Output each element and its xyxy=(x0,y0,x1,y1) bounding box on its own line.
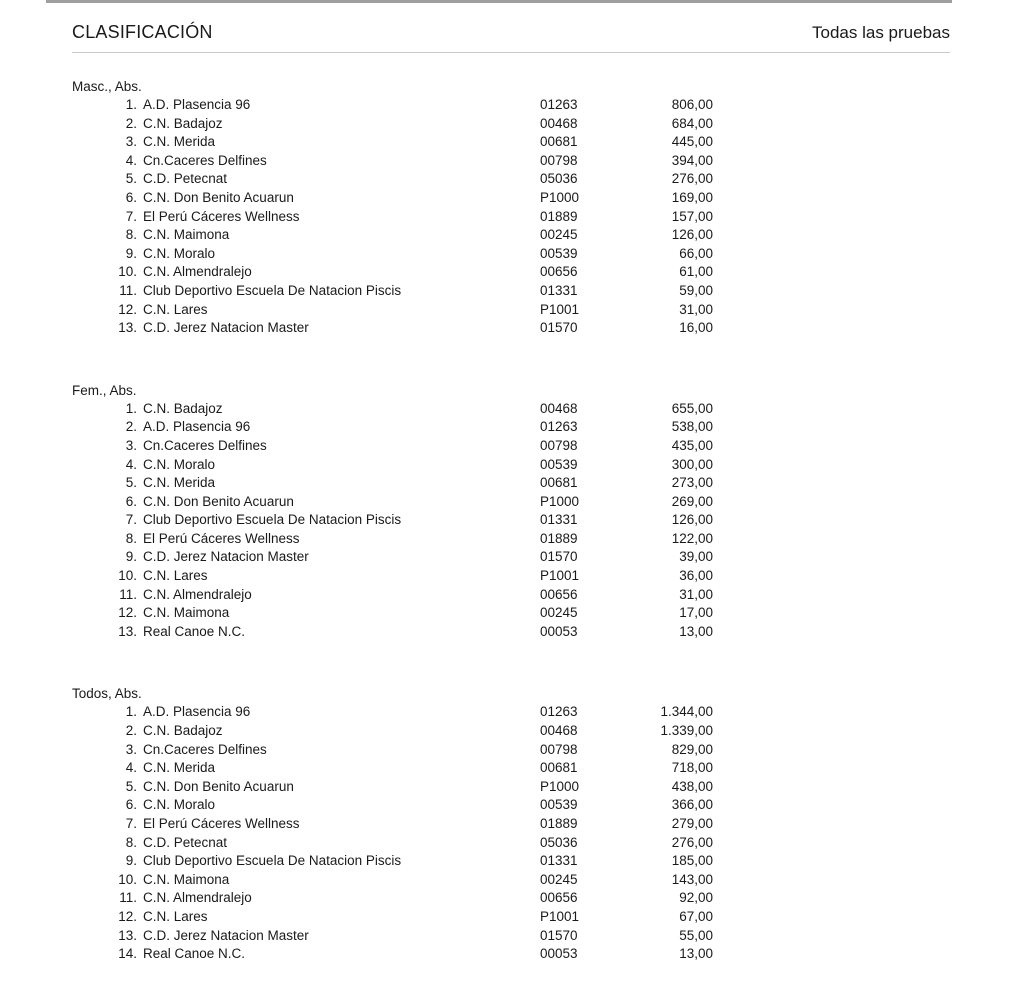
club-name-cell: El Perú Cáceres Wellness xyxy=(143,530,300,546)
rank-cell: 3. xyxy=(125,134,137,150)
table-row xyxy=(72,282,950,301)
header-divider xyxy=(72,52,950,53)
club-code-cell: 00245 xyxy=(540,871,578,887)
points-cell: 538,00 xyxy=(671,419,713,435)
club-name-cell: C.N. Maimona xyxy=(143,605,230,621)
table-row xyxy=(72,474,950,493)
table-row xyxy=(72,437,950,456)
table-row xyxy=(72,96,950,115)
club-code-cell: 01570 xyxy=(540,927,578,943)
points-cell: 1.344,00 xyxy=(660,704,713,720)
club-code-cell: 01889 xyxy=(540,208,578,224)
section-heading: Masc., Abs. xyxy=(72,79,142,94)
section-rows xyxy=(72,400,950,642)
table-row xyxy=(72,815,950,834)
club-name-cell: C.D. Petecnat xyxy=(143,834,228,850)
rank-cell: 7. xyxy=(125,512,137,528)
rank-cell: 8. xyxy=(125,834,137,850)
club-code-cell: 01331 xyxy=(540,512,578,528)
table-row xyxy=(72,400,950,419)
club-name-cell: C.N. Maimona xyxy=(143,227,230,243)
club-name-cell: Real Canoe N.C. xyxy=(143,946,246,962)
points-cell: 169,00 xyxy=(671,189,713,205)
club-code-cell: 00798 xyxy=(540,152,578,168)
club-code-cell: 01331 xyxy=(540,282,578,298)
club-code-cell: 05036 xyxy=(540,171,578,187)
points-cell: 66,00 xyxy=(679,245,713,261)
points-cell: 55,00 xyxy=(679,927,713,943)
club-code-cell: 00539 xyxy=(540,456,578,472)
club-name-cell: C.D. Jerez Natacion Master xyxy=(143,927,309,943)
club-code-cell: 00245 xyxy=(540,227,578,243)
table-row xyxy=(72,493,950,512)
club-code-cell: 00681 xyxy=(540,760,578,776)
table-row xyxy=(72,189,950,208)
section-rows xyxy=(72,96,950,338)
club-name-cell: C.D. Jerez Natacion Master xyxy=(143,549,309,565)
rank-cell: 3. xyxy=(125,741,137,757)
rank-cell: 5. xyxy=(125,475,137,491)
rank-cell: 4. xyxy=(125,456,137,472)
club-name-cell: C.D. Petecnat xyxy=(143,171,228,187)
rank-cell: 6. xyxy=(125,189,137,205)
rank-cell: 12. xyxy=(118,301,137,317)
rank-cell: 6. xyxy=(125,797,137,813)
club-code-cell: 00656 xyxy=(540,264,578,280)
club-code-cell: 00468 xyxy=(540,115,578,131)
club-code-cell: 01570 xyxy=(540,320,578,336)
club-code-cell: 00245 xyxy=(540,605,578,621)
table-row xyxy=(72,245,950,264)
rank-cell: 12. xyxy=(118,605,137,621)
rank-cell: 11. xyxy=(119,890,137,906)
table-row xyxy=(72,852,950,871)
rank-cell: 10. xyxy=(118,871,137,887)
table-row xyxy=(72,567,950,586)
rank-cell: 5. xyxy=(125,778,137,794)
rank-cell: 6. xyxy=(125,493,137,509)
table-row xyxy=(72,908,950,927)
rank-cell: 9. xyxy=(125,245,137,261)
club-code-cell: 00053 xyxy=(540,623,578,639)
points-cell: 31,00 xyxy=(679,586,713,602)
club-code-cell: 01889 xyxy=(540,530,578,546)
club-code-cell: 00798 xyxy=(540,437,578,453)
club-name-cell: El Perú Cáceres Wellness xyxy=(143,208,300,224)
points-cell: 684,00 xyxy=(671,115,713,131)
club-name-cell: Cn.Caceres Delfines xyxy=(143,437,267,453)
club-name-cell: A.D. Plasencia 96 xyxy=(143,97,251,112)
club-code-cell: 01263 xyxy=(540,704,578,720)
club-code-cell: 01889 xyxy=(540,816,578,831)
club-code-cell: 00656 xyxy=(540,890,578,906)
points-cell: 17,00 xyxy=(679,605,713,621)
rank-cell: 13. xyxy=(118,623,137,639)
rank-cell: 1. xyxy=(125,400,137,416)
club-code-cell: P1000 xyxy=(540,189,580,205)
table-row xyxy=(72,511,950,530)
club-name-cell: C.N. Lares xyxy=(143,568,208,584)
table-row xyxy=(72,722,950,741)
points-cell: 829,00 xyxy=(671,741,713,757)
club-name-cell: C.N. Merida xyxy=(143,475,216,491)
table-row xyxy=(72,927,950,946)
rank-cell: 7. xyxy=(125,208,137,224)
points-cell: 126,00 xyxy=(671,512,713,528)
points-cell: 122,00 xyxy=(671,530,713,546)
classification-section xyxy=(72,77,950,338)
club-name-cell: A.D. Plasencia 96 xyxy=(143,704,251,720)
points-cell: 61,00 xyxy=(679,264,713,280)
club-name-cell: C.N. Almendralejo xyxy=(143,264,252,280)
rank-cell: 12. xyxy=(118,908,137,924)
points-cell: 13,00 xyxy=(679,946,713,962)
rank-cell: 4. xyxy=(125,152,137,168)
points-cell: 269,00 xyxy=(671,493,713,509)
club-name-cell: C.N. Moralo xyxy=(143,245,216,261)
rank-cell: 2. xyxy=(125,419,137,435)
points-cell: 16,00 xyxy=(679,320,713,336)
table-row xyxy=(72,208,950,227)
points-cell: 435,00 xyxy=(671,437,713,453)
section-rows xyxy=(72,703,950,963)
points-cell: 273,00 xyxy=(671,475,713,491)
rank-cell: 2. xyxy=(125,723,137,739)
rank-cell: 10. xyxy=(118,264,137,280)
table-row xyxy=(72,741,950,760)
table-row xyxy=(72,604,950,623)
club-code-cell: 00468 xyxy=(540,723,578,739)
club-name-cell: C.N. Don Benito Acuarun xyxy=(143,778,294,794)
table-row xyxy=(72,418,950,437)
points-cell: 279,00 xyxy=(671,816,713,831)
club-name-cell: Club Deportivo Escuela De Natacion Piscis xyxy=(143,853,402,869)
club-code-cell: P1000 xyxy=(540,778,580,794)
rank-cell: 13. xyxy=(118,320,137,336)
club-code-cell: 01263 xyxy=(540,97,578,112)
club-code-cell: P1001 xyxy=(540,568,580,584)
club-name-cell: C.N. Maimona xyxy=(143,871,230,887)
classification-section xyxy=(72,381,950,642)
table-row xyxy=(72,226,950,245)
club-name-cell: C.N. Don Benito Acuarun xyxy=(143,493,294,509)
rank-cell: 1. xyxy=(125,97,137,112)
rank-cell: 8. xyxy=(125,530,137,546)
points-cell: 718,00 xyxy=(671,760,713,776)
club-name-cell: Cn.Caceres Delfines xyxy=(143,741,267,757)
table-row xyxy=(72,548,950,567)
rank-cell: 8. xyxy=(125,227,137,243)
club-code-cell: 01331 xyxy=(540,853,578,869)
club-code-cell: 00681 xyxy=(540,134,578,150)
club-name-cell: C.N. Lares xyxy=(143,908,208,924)
points-cell: 13,00 xyxy=(679,623,713,639)
points-cell: 276,00 xyxy=(671,171,713,187)
points-cell: 92,00 xyxy=(679,890,713,906)
rank-cell: 4. xyxy=(125,760,137,776)
rank-cell: 5. xyxy=(125,171,137,187)
header-subtitle: Todas las pruebas xyxy=(812,23,950,42)
classification-sections xyxy=(72,77,950,964)
table-row xyxy=(72,530,950,549)
table-row xyxy=(72,301,950,320)
rank-cell: 10. xyxy=(118,568,137,584)
report-header xyxy=(72,22,950,43)
rank-cell: 1. xyxy=(125,704,137,720)
club-code-cell: 01263 xyxy=(540,419,578,435)
club-name-cell: C.N. Merida xyxy=(143,134,216,150)
club-name-cell: C.N. Moralo xyxy=(143,797,216,813)
page-top-rule xyxy=(46,0,952,3)
club-code-cell: 05036 xyxy=(540,834,578,850)
club-code-cell: P1000 xyxy=(540,493,580,509)
club-name-cell: Club Deportivo Escuela De Natacion Piscis xyxy=(143,512,402,528)
club-name-cell: C.N. Badajoz xyxy=(143,115,223,131)
club-code-cell: 01570 xyxy=(540,549,578,565)
points-cell: 366,00 xyxy=(671,797,713,813)
club-code-cell: 00798 xyxy=(540,741,578,757)
table-row xyxy=(72,945,950,964)
club-code-cell: 00468 xyxy=(540,400,578,416)
club-name-cell: C.D. Jerez Natacion Master xyxy=(143,320,309,336)
points-cell: 276,00 xyxy=(671,834,713,850)
rank-cell: 7. xyxy=(125,816,137,831)
table-row xyxy=(72,623,950,642)
table-row xyxy=(72,456,950,475)
rank-cell: 9. xyxy=(125,549,137,565)
club-code-cell: 00539 xyxy=(540,797,578,813)
club-name-cell: C.N. Lares xyxy=(143,301,208,317)
club-code-cell: P1001 xyxy=(540,301,580,317)
rank-cell: 13. xyxy=(118,927,137,943)
points-cell: 185,00 xyxy=(671,853,713,869)
points-cell: 67,00 xyxy=(679,908,713,924)
club-name-cell: El Perú Cáceres Wellness xyxy=(143,816,300,831)
club-name-cell: Real Canoe N.C. xyxy=(143,623,246,639)
rank-cell: 14. xyxy=(118,946,137,962)
table-row xyxy=(72,170,950,189)
points-cell: 300,00 xyxy=(671,456,713,472)
table-row xyxy=(72,586,950,605)
rank-cell: 2. xyxy=(125,115,137,131)
points-cell: 143,00 xyxy=(671,871,713,887)
club-name-cell: C.N. Almendralejo xyxy=(143,890,252,906)
points-cell: 394,00 xyxy=(671,152,713,168)
table-row xyxy=(72,152,950,171)
points-cell: 39,00 xyxy=(679,549,713,565)
table-row xyxy=(72,759,950,778)
section-heading: Todos, Abs. xyxy=(72,686,142,702)
points-cell: 59,00 xyxy=(679,282,713,298)
points-cell: 31,00 xyxy=(679,301,713,317)
table-row xyxy=(72,263,950,282)
club-name-cell: C.N. Moralo xyxy=(143,456,216,472)
club-code-cell: 00681 xyxy=(540,475,578,491)
club-code-cell: P1001 xyxy=(540,908,580,924)
club-code-cell: 00656 xyxy=(540,586,578,602)
section-heading: Fem., Abs. xyxy=(72,382,137,398)
club-code-cell: 00053 xyxy=(540,946,578,962)
rank-cell: 3. xyxy=(125,437,137,453)
classification-section xyxy=(72,684,950,963)
table-row xyxy=(72,871,950,890)
points-cell: 36,00 xyxy=(679,568,713,584)
club-name-cell: A.D. Plasencia 96 xyxy=(143,419,251,435)
club-code-cell: 00539 xyxy=(540,245,578,261)
table-row xyxy=(72,778,950,797)
club-name-cell: C.N. Merida xyxy=(143,760,216,776)
points-cell: 445,00 xyxy=(671,134,713,150)
points-cell: 157,00 xyxy=(671,208,713,224)
club-name-cell: Cn.Caceres Delfines xyxy=(143,152,267,168)
table-row xyxy=(72,834,950,853)
table-row xyxy=(72,889,950,908)
rank-cell: 11. xyxy=(119,586,137,602)
table-row xyxy=(72,115,950,134)
rank-cell: 9. xyxy=(125,853,137,869)
table-row xyxy=(72,796,950,815)
table-row xyxy=(72,133,950,152)
club-name-cell: C.N. Badajoz xyxy=(143,400,223,416)
club-name-cell: C.N. Don Benito Acuarun xyxy=(143,189,294,205)
rank-cell: 11. xyxy=(119,282,137,298)
club-name-cell: C.N. Almendralejo xyxy=(143,586,252,602)
club-name-cell: Club Deportivo Escuela De Natacion Piscis xyxy=(143,282,402,298)
points-cell: 126,00 xyxy=(671,227,713,243)
table-row xyxy=(72,703,950,722)
points-cell: 806,00 xyxy=(671,97,713,112)
club-name-cell: C.N. Badajoz xyxy=(143,723,223,739)
points-cell: 1.339,00 xyxy=(660,723,713,739)
page-title: CLASIFICACIÓN xyxy=(72,22,213,42)
points-cell: 655,00 xyxy=(671,400,713,416)
table-row xyxy=(72,319,950,338)
points-cell: 438,00 xyxy=(671,778,713,794)
